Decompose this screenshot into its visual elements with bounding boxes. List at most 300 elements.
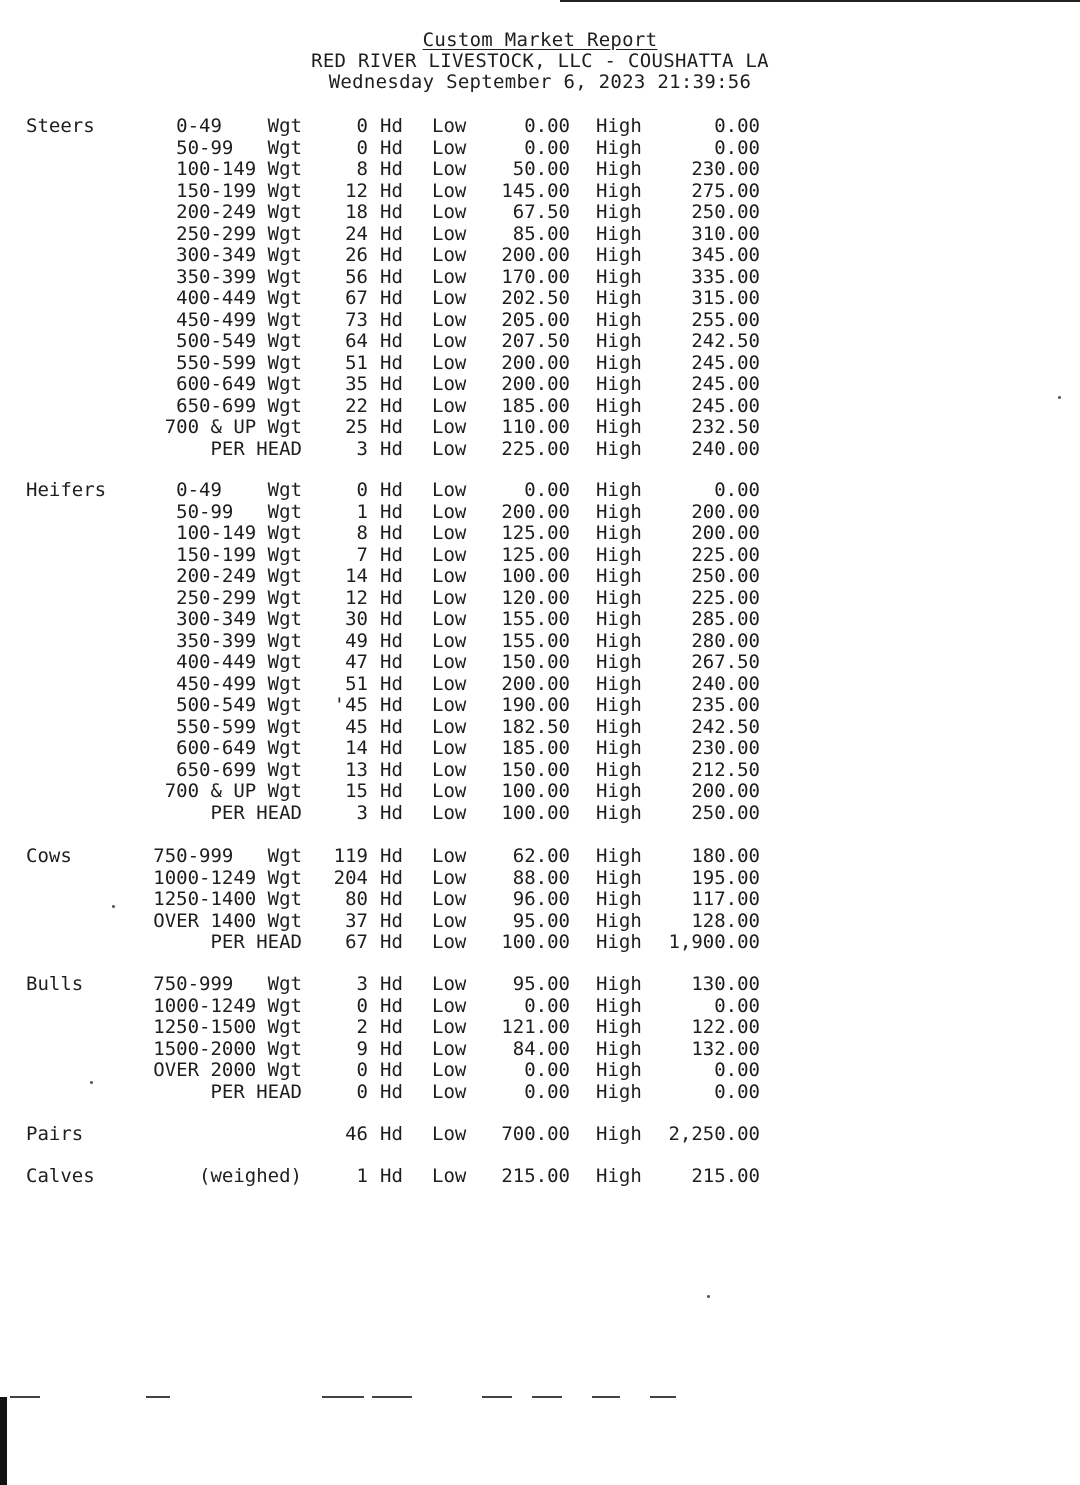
hd-label: Hd bbox=[380, 330, 403, 352]
hd-label: Hd bbox=[380, 244, 403, 266]
high-label: High bbox=[596, 1037, 642, 1060]
low-price: 170.00 bbox=[501, 265, 570, 288]
head-count: 0 bbox=[356, 136, 368, 159]
low-label: Low bbox=[432, 651, 467, 673]
hd-label: Hd bbox=[380, 973, 403, 995]
high-price: 0.00 bbox=[714, 1080, 760, 1103]
table-row bbox=[0, 588, 1080, 610]
hd-label: Hd bbox=[380, 351, 403, 374]
head-count: 22 bbox=[345, 394, 368, 417]
weight-range: 300-349 Wgt bbox=[176, 608, 302, 630]
head-count: 119 bbox=[333, 845, 368, 867]
hd-label: Hd bbox=[380, 201, 403, 223]
scan-edge-bar bbox=[0, 1397, 7, 1485]
low-price: 200.00 bbox=[501, 244, 570, 266]
table-row bbox=[0, 631, 1080, 653]
head-count: 46 bbox=[345, 1123, 368, 1145]
weight-range: 150-199 Wgt bbox=[176, 543, 302, 566]
table-row bbox=[0, 310, 1080, 332]
weight-range: 250-299 Wgt bbox=[176, 586, 302, 609]
hd-label: Hd bbox=[380, 373, 403, 395]
low-price: 0.00 bbox=[524, 115, 570, 137]
high-price: 250.00 bbox=[691, 565, 760, 587]
high-label: High bbox=[596, 758, 642, 781]
high-price: 0.00 bbox=[714, 115, 760, 137]
head-count: 3 bbox=[356, 973, 368, 995]
head-count: 24 bbox=[345, 222, 368, 245]
hd-label: Hd bbox=[380, 115, 403, 137]
table-row bbox=[0, 1060, 1080, 1082]
high-label: High bbox=[596, 629, 642, 652]
weight-range: 650-699 Wgt bbox=[176, 758, 302, 781]
table-row bbox=[0, 695, 1080, 717]
category-label: Cows bbox=[26, 845, 72, 867]
table-row bbox=[0, 566, 1080, 588]
high-label: High bbox=[596, 1016, 642, 1038]
low-price: 100.00 bbox=[501, 801, 570, 824]
high-price: 240.00 bbox=[691, 672, 760, 695]
high-label: High bbox=[596, 373, 642, 395]
table-row bbox=[0, 138, 1080, 160]
high-price: 230.00 bbox=[691, 158, 760, 180]
low-label: Low bbox=[432, 201, 467, 223]
weight-range: 650-699 Wgt bbox=[176, 394, 302, 417]
low-price: 120.00 bbox=[501, 586, 570, 609]
high-price: 310.00 bbox=[691, 222, 760, 245]
head-count: 3 bbox=[356, 801, 368, 824]
weight-range: 600-649 Wgt bbox=[176, 373, 302, 395]
weight-range: 550-599 Wgt bbox=[176, 351, 302, 374]
hd-label: Hd bbox=[380, 780, 403, 802]
high-price: 2,250.00 bbox=[668, 1123, 760, 1145]
low-price: 67.50 bbox=[512, 201, 570, 223]
head-count: 14 bbox=[345, 565, 368, 587]
high-price: 130.00 bbox=[691, 973, 760, 995]
table-row bbox=[0, 353, 1080, 375]
table-row bbox=[0, 545, 1080, 567]
weight-range: 700 & UP Wgt bbox=[164, 416, 302, 438]
hd-label: Hd bbox=[380, 931, 403, 953]
weight-range: 0-49 Wgt bbox=[176, 479, 302, 501]
low-price: 125.00 bbox=[501, 522, 570, 544]
low-price: 100.00 bbox=[501, 780, 570, 802]
category-label: Pairs bbox=[26, 1123, 84, 1145]
high-label: High bbox=[596, 222, 642, 245]
high-label: High bbox=[596, 437, 642, 460]
table-row bbox=[0, 439, 1080, 461]
category-label: Heifers bbox=[26, 479, 107, 501]
weight-range: 100-149 Wgt bbox=[176, 522, 302, 544]
table-row bbox=[0, 502, 1080, 524]
head-count: 26 bbox=[345, 244, 368, 266]
table-row bbox=[0, 159, 1080, 181]
low-label: Low bbox=[432, 758, 467, 781]
weight-range: 450-499 Wgt bbox=[176, 308, 302, 331]
low-label: Low bbox=[432, 780, 467, 802]
high-price: 255.00 bbox=[691, 308, 760, 331]
hd-label: Hd bbox=[380, 1059, 403, 1081]
head-count: 9 bbox=[356, 1037, 368, 1060]
high-price: 280.00 bbox=[691, 629, 760, 652]
table-row bbox=[0, 181, 1080, 203]
hd-label: Hd bbox=[380, 265, 403, 288]
high-label: High bbox=[596, 801, 642, 824]
scan-speck bbox=[90, 1081, 93, 1084]
low-price: 185.00 bbox=[501, 394, 570, 417]
head-count: 37 bbox=[345, 909, 368, 932]
high-price: 335.00 bbox=[691, 265, 760, 288]
high-label: High bbox=[596, 1059, 642, 1081]
weight-range: 300-349 Wgt bbox=[176, 244, 302, 266]
weight-range: 50-99 Wgt bbox=[176, 136, 302, 159]
high-label: High bbox=[596, 179, 642, 202]
table-row bbox=[0, 523, 1080, 545]
low-price: 88.00 bbox=[512, 866, 570, 889]
high-label: High bbox=[596, 931, 642, 953]
table-row bbox=[0, 116, 1080, 138]
hd-label: Hd bbox=[380, 672, 403, 695]
hd-label: Hd bbox=[380, 565, 403, 587]
weight-range: 400-449 Wgt bbox=[176, 287, 302, 309]
low-price: 200.00 bbox=[501, 500, 570, 523]
head-count: 13 bbox=[345, 758, 368, 781]
high-label: High bbox=[596, 888, 642, 910]
high-price: 128.00 bbox=[691, 909, 760, 932]
weight-range: 250-299 Wgt bbox=[176, 222, 302, 245]
table-row bbox=[0, 202, 1080, 224]
head-count: 80 bbox=[345, 888, 368, 910]
high-label: High bbox=[596, 201, 642, 223]
low-label: Low bbox=[432, 715, 467, 738]
hd-label: Hd bbox=[380, 888, 403, 910]
high-price: 250.00 bbox=[691, 201, 760, 223]
low-price: 50.00 bbox=[512, 158, 570, 180]
low-price: 0.00 bbox=[524, 136, 570, 159]
company-name: RED RIVER LIVESTOCK, LLC - COUSHATTA LA bbox=[311, 50, 769, 72]
high-label: High bbox=[596, 973, 642, 995]
weight-range: 1250-1400 Wgt bbox=[153, 888, 302, 910]
high-price: 0.00 bbox=[714, 479, 760, 501]
low-price: 145.00 bbox=[501, 179, 570, 202]
high-label: High bbox=[596, 308, 642, 331]
hd-label: Hd bbox=[380, 479, 403, 501]
high-price: 230.00 bbox=[691, 737, 760, 759]
head-count: 204 bbox=[333, 866, 368, 889]
hd-label: Hd bbox=[380, 158, 403, 180]
high-label: High bbox=[596, 158, 642, 180]
low-label: Low bbox=[432, 308, 467, 331]
table-row bbox=[0, 267, 1080, 289]
low-label: Low bbox=[432, 909, 467, 932]
low-price: 155.00 bbox=[501, 629, 570, 652]
weight-range: 200-249 Wgt bbox=[176, 201, 302, 223]
head-count: 73 bbox=[345, 308, 368, 331]
weight-range: PER HEAD bbox=[210, 801, 302, 824]
head-count: 0 bbox=[356, 1080, 368, 1103]
weight-range: 350-399 Wgt bbox=[176, 629, 302, 652]
hd-label: Hd bbox=[380, 1165, 403, 1187]
head-count: 7 bbox=[356, 543, 368, 566]
head-count: 2 bbox=[356, 1016, 368, 1038]
table-row bbox=[0, 674, 1080, 696]
hd-label: Hd bbox=[380, 179, 403, 202]
high-price: 275.00 bbox=[691, 179, 760, 202]
head-count: 51 bbox=[345, 672, 368, 695]
low-price: 100.00 bbox=[501, 565, 570, 587]
low-label: Low bbox=[432, 888, 467, 910]
high-label: High bbox=[596, 672, 642, 695]
low-price: 700.00 bbox=[501, 1123, 570, 1145]
high-label: High bbox=[596, 351, 642, 374]
head-count: 12 bbox=[345, 586, 368, 609]
high-price: 315.00 bbox=[691, 287, 760, 309]
hd-label: Hd bbox=[380, 437, 403, 460]
low-price: 150.00 bbox=[501, 651, 570, 673]
head-count: 67 bbox=[345, 931, 368, 953]
high-price: 245.00 bbox=[691, 351, 760, 374]
weight-range: 1000-1249 Wgt bbox=[153, 994, 302, 1017]
weight-range: 100-149 Wgt bbox=[176, 158, 302, 180]
high-price: 232.50 bbox=[691, 416, 760, 438]
weight-range: 400-449 Wgt bbox=[176, 651, 302, 673]
low-label: Low bbox=[432, 179, 467, 202]
head-count: 15 bbox=[345, 780, 368, 802]
high-price: 250.00 bbox=[691, 801, 760, 824]
table-row bbox=[0, 932, 1080, 954]
weight-range: 750-999 Wgt bbox=[153, 845, 302, 867]
scan-speck bbox=[112, 905, 115, 908]
weight-range: 0-49 Wgt bbox=[176, 115, 302, 137]
weight-range: PER HEAD bbox=[210, 437, 302, 460]
low-label: Low bbox=[432, 222, 467, 245]
low-label: Low bbox=[432, 115, 467, 137]
low-label: Low bbox=[432, 1059, 467, 1081]
high-price: 200.00 bbox=[691, 500, 760, 523]
low-price: 200.00 bbox=[501, 351, 570, 374]
low-label: Low bbox=[432, 608, 467, 630]
table-row bbox=[0, 974, 1080, 996]
table-row bbox=[0, 374, 1080, 396]
high-label: High bbox=[596, 909, 642, 932]
table-row bbox=[0, 1039, 1080, 1061]
low-label: Low bbox=[432, 136, 467, 159]
hd-label: Hd bbox=[380, 586, 403, 609]
low-label: Low bbox=[432, 265, 467, 288]
high-label: High bbox=[596, 115, 642, 137]
low-label: Low bbox=[432, 1016, 467, 1038]
low-label: Low bbox=[432, 973, 467, 995]
low-label: Low bbox=[432, 586, 467, 609]
table-row bbox=[0, 803, 1080, 825]
high-label: High bbox=[596, 1080, 642, 1103]
low-label: Low bbox=[432, 479, 467, 501]
high-label: High bbox=[596, 586, 642, 609]
head-count: 12 bbox=[345, 179, 368, 202]
low-label: Low bbox=[432, 801, 467, 824]
hd-label: Hd bbox=[380, 222, 403, 245]
table-row bbox=[0, 396, 1080, 418]
low-label: Low bbox=[432, 287, 467, 309]
weight-range: 50-99 Wgt bbox=[176, 500, 302, 523]
hd-label: Hd bbox=[380, 394, 403, 417]
high-price: 242.50 bbox=[691, 330, 760, 352]
high-label: High bbox=[596, 994, 642, 1017]
head-count: 49 bbox=[345, 629, 368, 652]
weight-range: 1000-1249 Wgt bbox=[153, 866, 302, 889]
low-price: 110.00 bbox=[501, 416, 570, 438]
weight-range: 1500-2000 Wgt bbox=[153, 1037, 302, 1060]
table-row bbox=[0, 1017, 1080, 1039]
hd-label: Hd bbox=[380, 629, 403, 652]
weight-range: PER HEAD bbox=[210, 1080, 302, 1103]
table-row bbox=[0, 1166, 1080, 1188]
low-label: Low bbox=[432, 1165, 467, 1187]
bottom-scan-marks bbox=[0, 1396, 720, 1399]
head-count: 47 bbox=[345, 651, 368, 673]
high-price: 345.00 bbox=[691, 244, 760, 266]
head-count: 25 bbox=[345, 416, 368, 438]
head-count: 1 bbox=[356, 500, 368, 523]
top-rule bbox=[560, 0, 1080, 2]
head-count: 51 bbox=[345, 351, 368, 374]
high-label: High bbox=[596, 866, 642, 889]
low-price: 125.00 bbox=[501, 543, 570, 566]
low-label: Low bbox=[432, 672, 467, 695]
low-label: Low bbox=[432, 1080, 467, 1103]
low-price: 0.00 bbox=[524, 479, 570, 501]
high-label: High bbox=[596, 780, 642, 802]
table-row bbox=[0, 224, 1080, 246]
hd-label: Hd bbox=[380, 801, 403, 824]
high-price: 242.50 bbox=[691, 715, 760, 738]
table-row bbox=[0, 609, 1080, 631]
head-count: 0 bbox=[356, 115, 368, 137]
head-count: 8 bbox=[356, 158, 368, 180]
low-label: Low bbox=[432, 994, 467, 1017]
low-price: 100.00 bbox=[501, 931, 570, 953]
report-title: Custom Market Report bbox=[422, 29, 658, 51]
table-row bbox=[0, 417, 1080, 439]
head-count: 67 bbox=[345, 287, 368, 309]
hd-label: Hd bbox=[380, 522, 403, 544]
low-label: Low bbox=[432, 394, 467, 417]
high-label: High bbox=[596, 737, 642, 759]
head-count: 35 bbox=[345, 373, 368, 395]
head-count: 0 bbox=[356, 1059, 368, 1081]
low-label: Low bbox=[432, 931, 467, 953]
hd-label: Hd bbox=[380, 608, 403, 630]
high-label: High bbox=[596, 1165, 642, 1187]
low-price: 200.00 bbox=[501, 672, 570, 695]
weight-range: 550-599 Wgt bbox=[176, 715, 302, 738]
low-price: 0.00 bbox=[524, 994, 570, 1017]
weight-range: 450-499 Wgt bbox=[176, 672, 302, 695]
head-count: 64 bbox=[345, 330, 368, 352]
low-label: Low bbox=[432, 543, 467, 566]
high-label: High bbox=[596, 715, 642, 738]
low-price: 185.00 bbox=[501, 737, 570, 759]
head-count: 14 bbox=[345, 737, 368, 759]
weight-range: 1250-1500 Wgt bbox=[153, 1016, 302, 1038]
low-price: 150.00 bbox=[501, 758, 570, 781]
low-price: 215.00 bbox=[501, 1165, 570, 1187]
high-price: 132.00 bbox=[691, 1037, 760, 1060]
head-count: 45 bbox=[345, 715, 368, 738]
table-row bbox=[0, 868, 1080, 890]
weight-range: 500-549 Wgt bbox=[176, 694, 302, 716]
high-price: 0.00 bbox=[714, 994, 760, 1017]
high-price: 195.00 bbox=[691, 866, 760, 889]
low-price: 0.00 bbox=[524, 1059, 570, 1081]
head-count: 56 bbox=[345, 265, 368, 288]
table-row bbox=[0, 738, 1080, 760]
hd-label: Hd bbox=[380, 1080, 403, 1103]
high-label: High bbox=[596, 845, 642, 867]
hd-label: Hd bbox=[380, 715, 403, 738]
high-label: High bbox=[596, 287, 642, 309]
low-label: Low bbox=[432, 1037, 467, 1060]
high-label: High bbox=[596, 543, 642, 566]
weight-range: 700 & UP Wgt bbox=[164, 780, 302, 802]
low-price: 121.00 bbox=[501, 1016, 570, 1038]
table-row bbox=[0, 760, 1080, 782]
table-row bbox=[0, 288, 1080, 310]
high-label: High bbox=[596, 608, 642, 630]
high-price: 0.00 bbox=[714, 1059, 760, 1081]
hd-label: Hd bbox=[380, 737, 403, 759]
low-price: 85.00 bbox=[512, 222, 570, 245]
weight-range: (weighed) bbox=[199, 1165, 302, 1187]
category-label: Calves bbox=[26, 1165, 95, 1187]
low-label: Low bbox=[432, 244, 467, 266]
head-count: 0 bbox=[356, 994, 368, 1017]
hd-label: Hd bbox=[380, 543, 403, 566]
table-row bbox=[0, 996, 1080, 1018]
high-price: 235.00 bbox=[691, 694, 760, 716]
head-count: '45 bbox=[333, 694, 368, 716]
high-price: 245.00 bbox=[691, 373, 760, 395]
hd-label: Hd bbox=[380, 136, 403, 159]
low-label: Low bbox=[432, 416, 467, 438]
head-count: 1 bbox=[356, 1165, 368, 1187]
hd-label: Hd bbox=[380, 287, 403, 309]
table-row bbox=[0, 846, 1080, 868]
table-row bbox=[0, 480, 1080, 502]
high-label: High bbox=[596, 330, 642, 352]
high-price: 117.00 bbox=[691, 888, 760, 910]
table-row bbox=[0, 781, 1080, 803]
low-price: 84.00 bbox=[512, 1037, 570, 1060]
scan-speck bbox=[1058, 396, 1061, 399]
low-price: 155.00 bbox=[501, 608, 570, 630]
low-label: Low bbox=[432, 373, 467, 395]
low-price: 225.00 bbox=[501, 437, 570, 460]
hd-label: Hd bbox=[380, 651, 403, 673]
low-label: Low bbox=[432, 866, 467, 889]
low-price: 200.00 bbox=[501, 373, 570, 395]
high-label: High bbox=[596, 522, 642, 544]
high-price: 225.00 bbox=[691, 543, 760, 566]
high-price: 245.00 bbox=[691, 394, 760, 417]
category-label: Bulls bbox=[26, 973, 84, 995]
table-row bbox=[0, 1124, 1080, 1146]
high-label: High bbox=[596, 694, 642, 716]
low-label: Low bbox=[432, 694, 467, 716]
high-label: High bbox=[596, 1123, 642, 1145]
weight-range: 500-549 Wgt bbox=[176, 330, 302, 352]
hd-label: Hd bbox=[380, 1037, 403, 1060]
hd-label: Hd bbox=[380, 866, 403, 889]
